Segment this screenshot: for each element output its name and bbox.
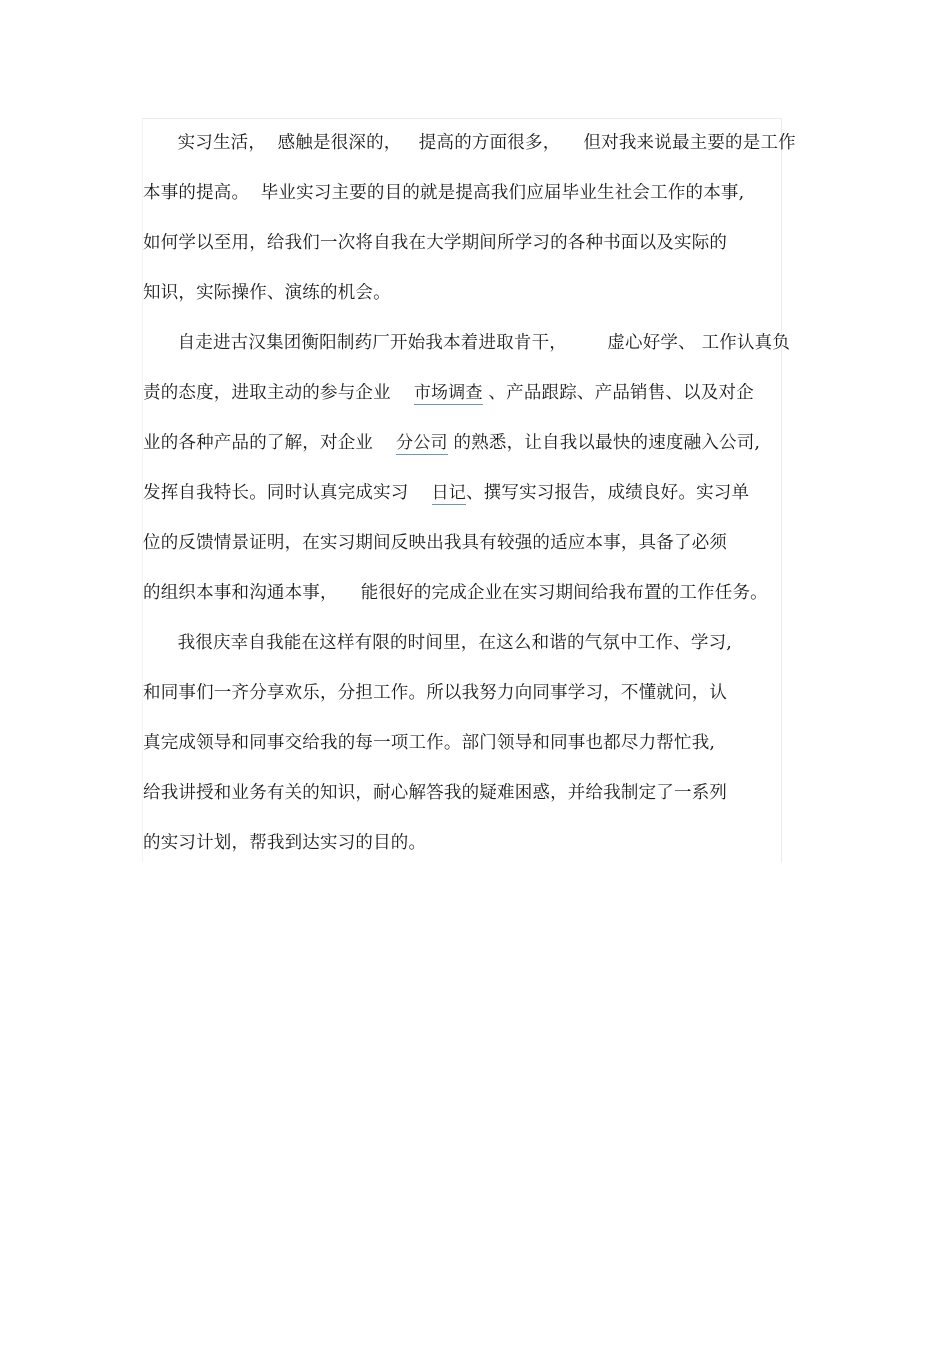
paragraph-2-line-2-text-a: 责的态度，进取主动的参与企业	[143, 383, 414, 403]
paragraph-2-line-4-text-b: 、撰写实习报告，成绩良好。实习单	[465, 483, 750, 503]
paragraph-3-line-4: 给我讲授和业务有关的知识，耐心解答我的疑难困惑，并给我制定了一系列	[143, 783, 728, 803]
paragraph-2-line-4	[143, 478, 749, 508]
paragraph-2-line-1: 自走进古汉集团衡阳制药厂开始我本着进取肯干， 虚心好学、 工作认真负	[143, 333, 791, 353]
paragraph-2-line-5: 位的反馈情景证明，在实习期间反映出我具有较强的适应本事，具备了必须	[143, 533, 728, 553]
paragraph-2-line-4-text-a: 发挥自我特长。同时认真完成实习	[143, 483, 432, 503]
market-research-link[interactable]: 市场调查	[413, 383, 483, 403]
paragraph-2-line-6: 的组织本事和沟通本事， 能很好的完成企业在实习期间给我布置的工作任务。	[143, 583, 768, 603]
paragraph-2-line-2-text-b: 、产品跟踪、产品销售、以及对企	[482, 383, 754, 403]
branch-company-link[interactable]: 分公司	[396, 433, 448, 453]
paragraph-3-line-5: 的实习计划，帮我到达实习的目的。	[143, 833, 427, 853]
paragraph-2-line-3-text-b: 的熟悉，让自我以最快的速度融入公司,	[447, 433, 761, 453]
paragraph-3-line-3: 真完成领导和同事交给我的每一项工作。部门领导和同事也都尽力帮忙我,	[143, 733, 716, 753]
paragraph-1-line-3: 如何学以至用，给我们一次将自我在大学期间所学习的各种书面以及实际的	[143, 233, 728, 253]
paragraph-2-line-2	[143, 378, 754, 408]
paragraph-1-line-1: 实习生活， 感触是很深的， 提高的方面很多， 但对我来说最主要的是工作	[143, 133, 796, 153]
paragraph-2-line-3	[143, 428, 760, 458]
paragraph-3-line-1: 我很庆幸自我能在这样有限的时间里，在这么和谐的气氛中工作、学习,	[143, 633, 733, 653]
paragraph-2-line-3-text-a: 业的各种产品的了解，对企业	[143, 433, 397, 453]
diary-link[interactable]: 日记	[431, 483, 466, 503]
paragraph-1-line-4: 知识，实际操作、演练的机会。	[143, 283, 391, 303]
paragraph-3-line-2: 和同事们一齐分享欢乐，分担工作。所以我努力向同事学习，不懂就问，认	[143, 683, 728, 703]
paragraph-1-line-2: 本事的提高。 毕业实习主要的目的就是提高我们应届毕业生社会工作的本事,	[143, 183, 745, 203]
